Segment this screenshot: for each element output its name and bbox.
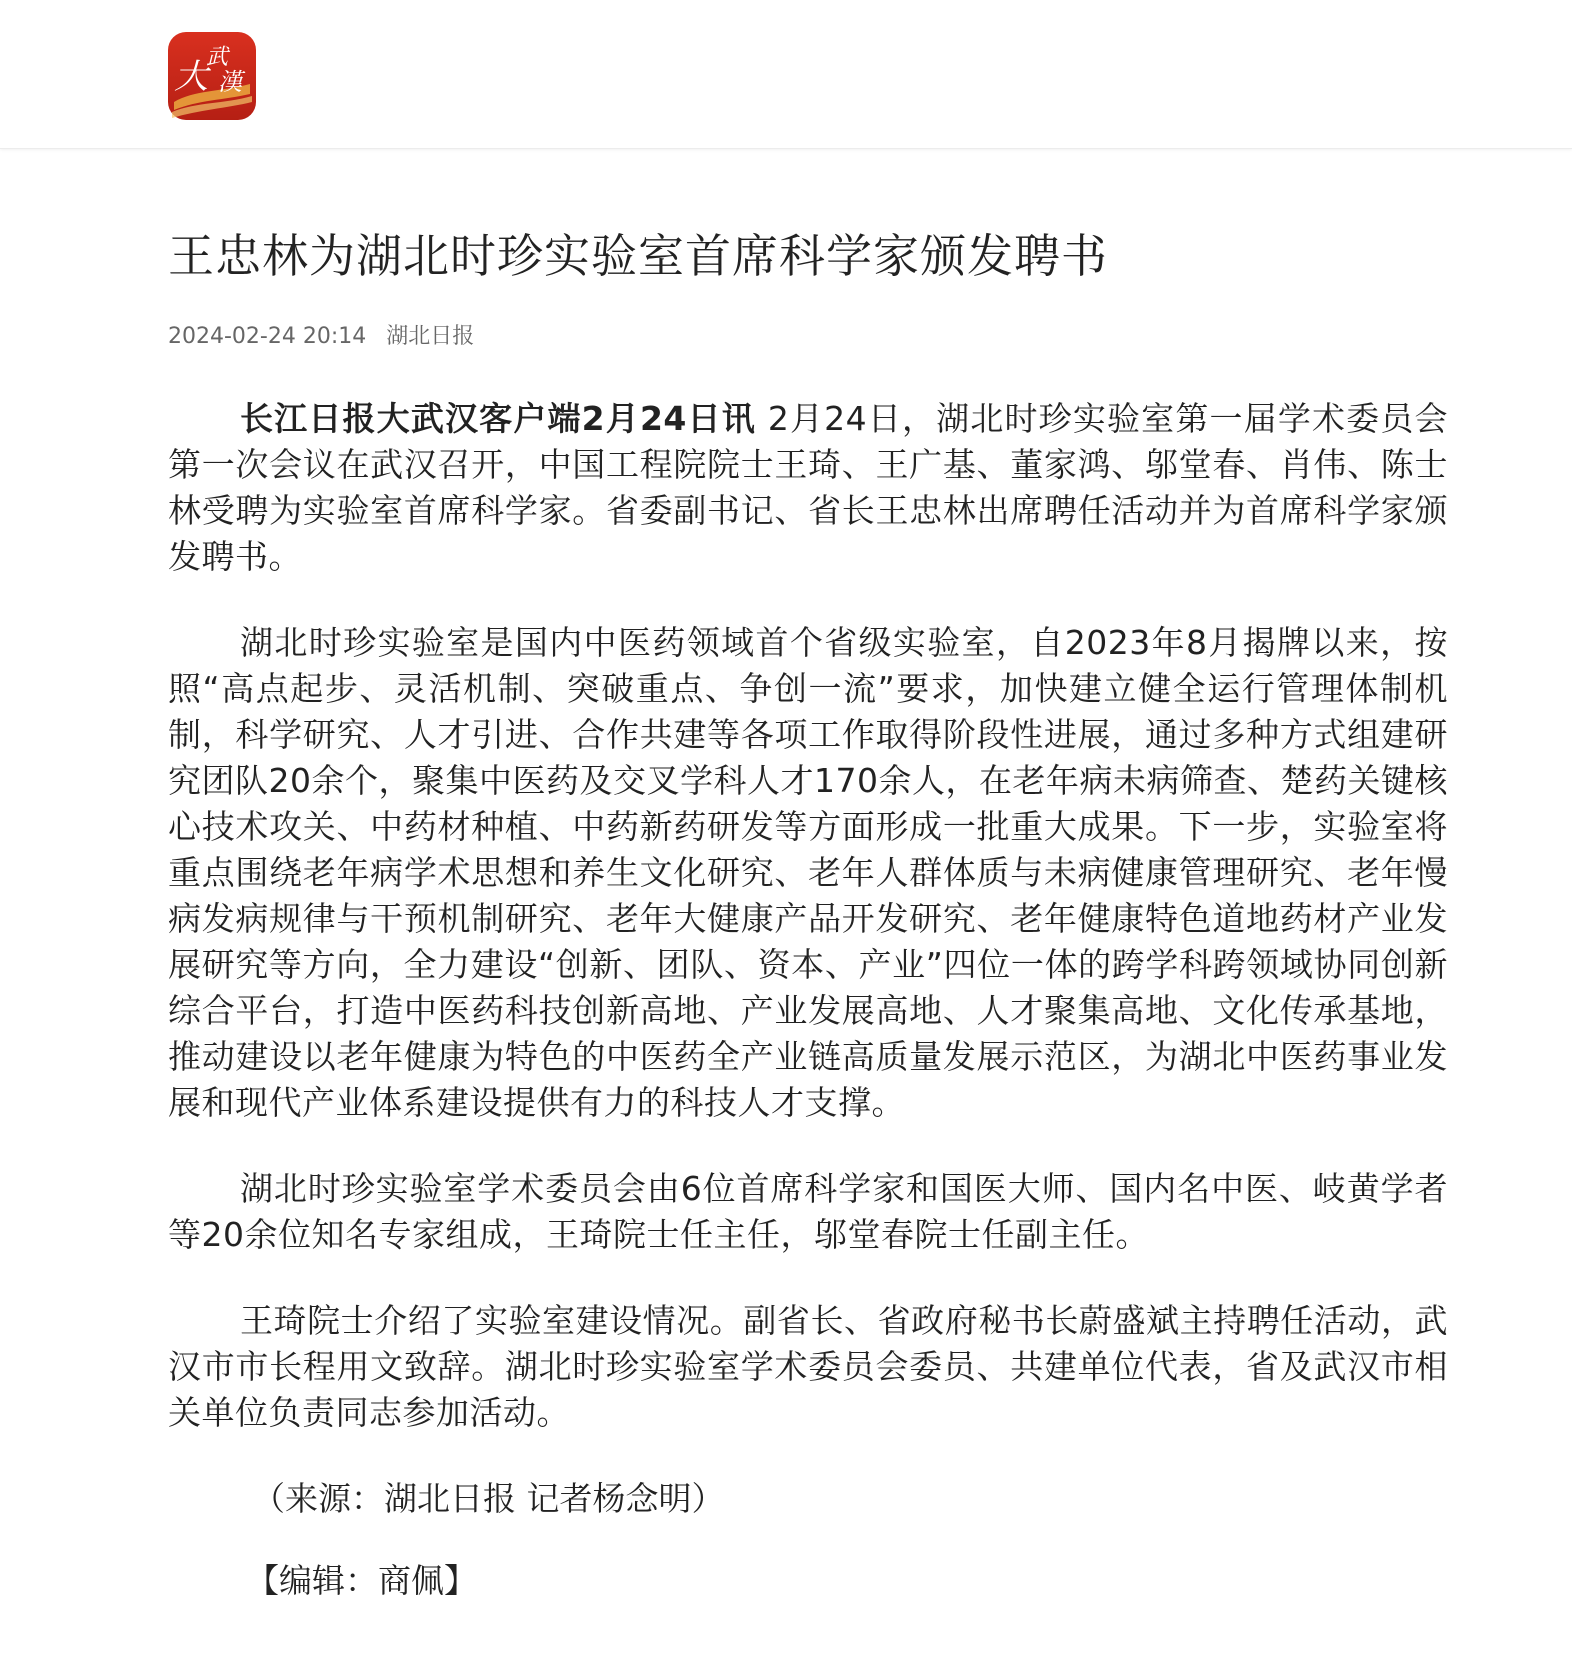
paragraph — [168, 396, 1448, 580]
paragraph-text: 湖北时珍实验室学术委员会由6位首席科学家和国医大师、国内名中医、岐黄学者等20余位知名专家组成，王琦院士任主任，邬堂春院士任副主任。 — [168, 1169, 1448, 1254]
da-wuhan-logo-icon — [168, 32, 256, 120]
paragraph — [168, 620, 1448, 1126]
editor-credit: 【编辑：商佩】 — [246, 1561, 477, 1600]
article-title: 王忠林为湖北时珍实验室首席科学家颁发聘书 — [168, 229, 1108, 283]
article-meta — [168, 322, 1448, 352]
svg-text:漢: 漢 — [218, 68, 242, 96]
svg-text:武: 武 — [206, 45, 229, 70]
paragraph — [168, 1298, 1448, 1436]
dateline: 长江日报大武汉客户端2月24日讯 — [240, 399, 756, 438]
publish-time: 2024-02-24 20:14 — [168, 324, 367, 349]
app-logo[interactable] — [168, 32, 256, 120]
app-header — [0, 0, 1572, 149]
article-source: 湖北日报 — [386, 324, 475, 349]
svg-text:大: 大 — [174, 57, 208, 97]
paragraph-text: 2月24日，湖北时珍实验室第一届学术委员会第一次会议在武汉召开，中国工程院院士王琦、王广基、董家鸿、邬堂春、肖伟、陈士林受聘为实验室首席科学家。省委副书记、省长王忠林出席聘任活动并为首席科学家颁发聘书。 — [168, 399, 1448, 576]
paragraph-text: 湖北时珍实验室是国内中医药领域首个省级实验室，自2023年8月揭牌以来，按照“高点起步、灵活机制、突破重点、争创一流”要求，加快建立健全运行管理体制机制，科学研究、人才引进、合作共建等各项工作取得阶段性进展，通过多种方式组建研究团队20余个，聚集中医药及交叉学科人才170余人，在老年病未病筛查、楚药关键核心技术攻关、中药材种植、中药新药研发等方面形成一批重大成果。下一步，实验室将重点围绕老年病学术思想和养生文化研究、老年人群体质与未病健康管理研究、老年慢病发病规律与干预机制研究、老年大健康产品开发研究、老年健康特色道地药材产业发展研究等方向，全力建设“创新、团队、资本、产业”四位一体的跨学科跨领域协同创新综合平台，打造中医药科技创新高地、产业发展高地、人才聚集高地、文化传承基地，推动建设以老年健康为特色的中医药全产业链高质量发展示范区，为湖北中医药事业发展和现代产业体系建设提供有力的科技人才支撑。 — [168, 623, 1448, 1122]
source-credit: （来源：湖北日报 记者杨念明） — [252, 1479, 725, 1518]
paragraph-text: 王琦院士介绍了实验室建设情况。副省长、省政府秘书长蔚盛斌主持聘任活动，武汉市市长程用文致辞。湖北时珍实验室学术委员会委员、共建单位代表，省及武汉市相关单位负责同志参加活动。 — [168, 1301, 1448, 1432]
paragraph — [168, 1166, 1448, 1258]
article-body — [168, 396, 1448, 1604]
article — [168, 220, 1448, 1604]
